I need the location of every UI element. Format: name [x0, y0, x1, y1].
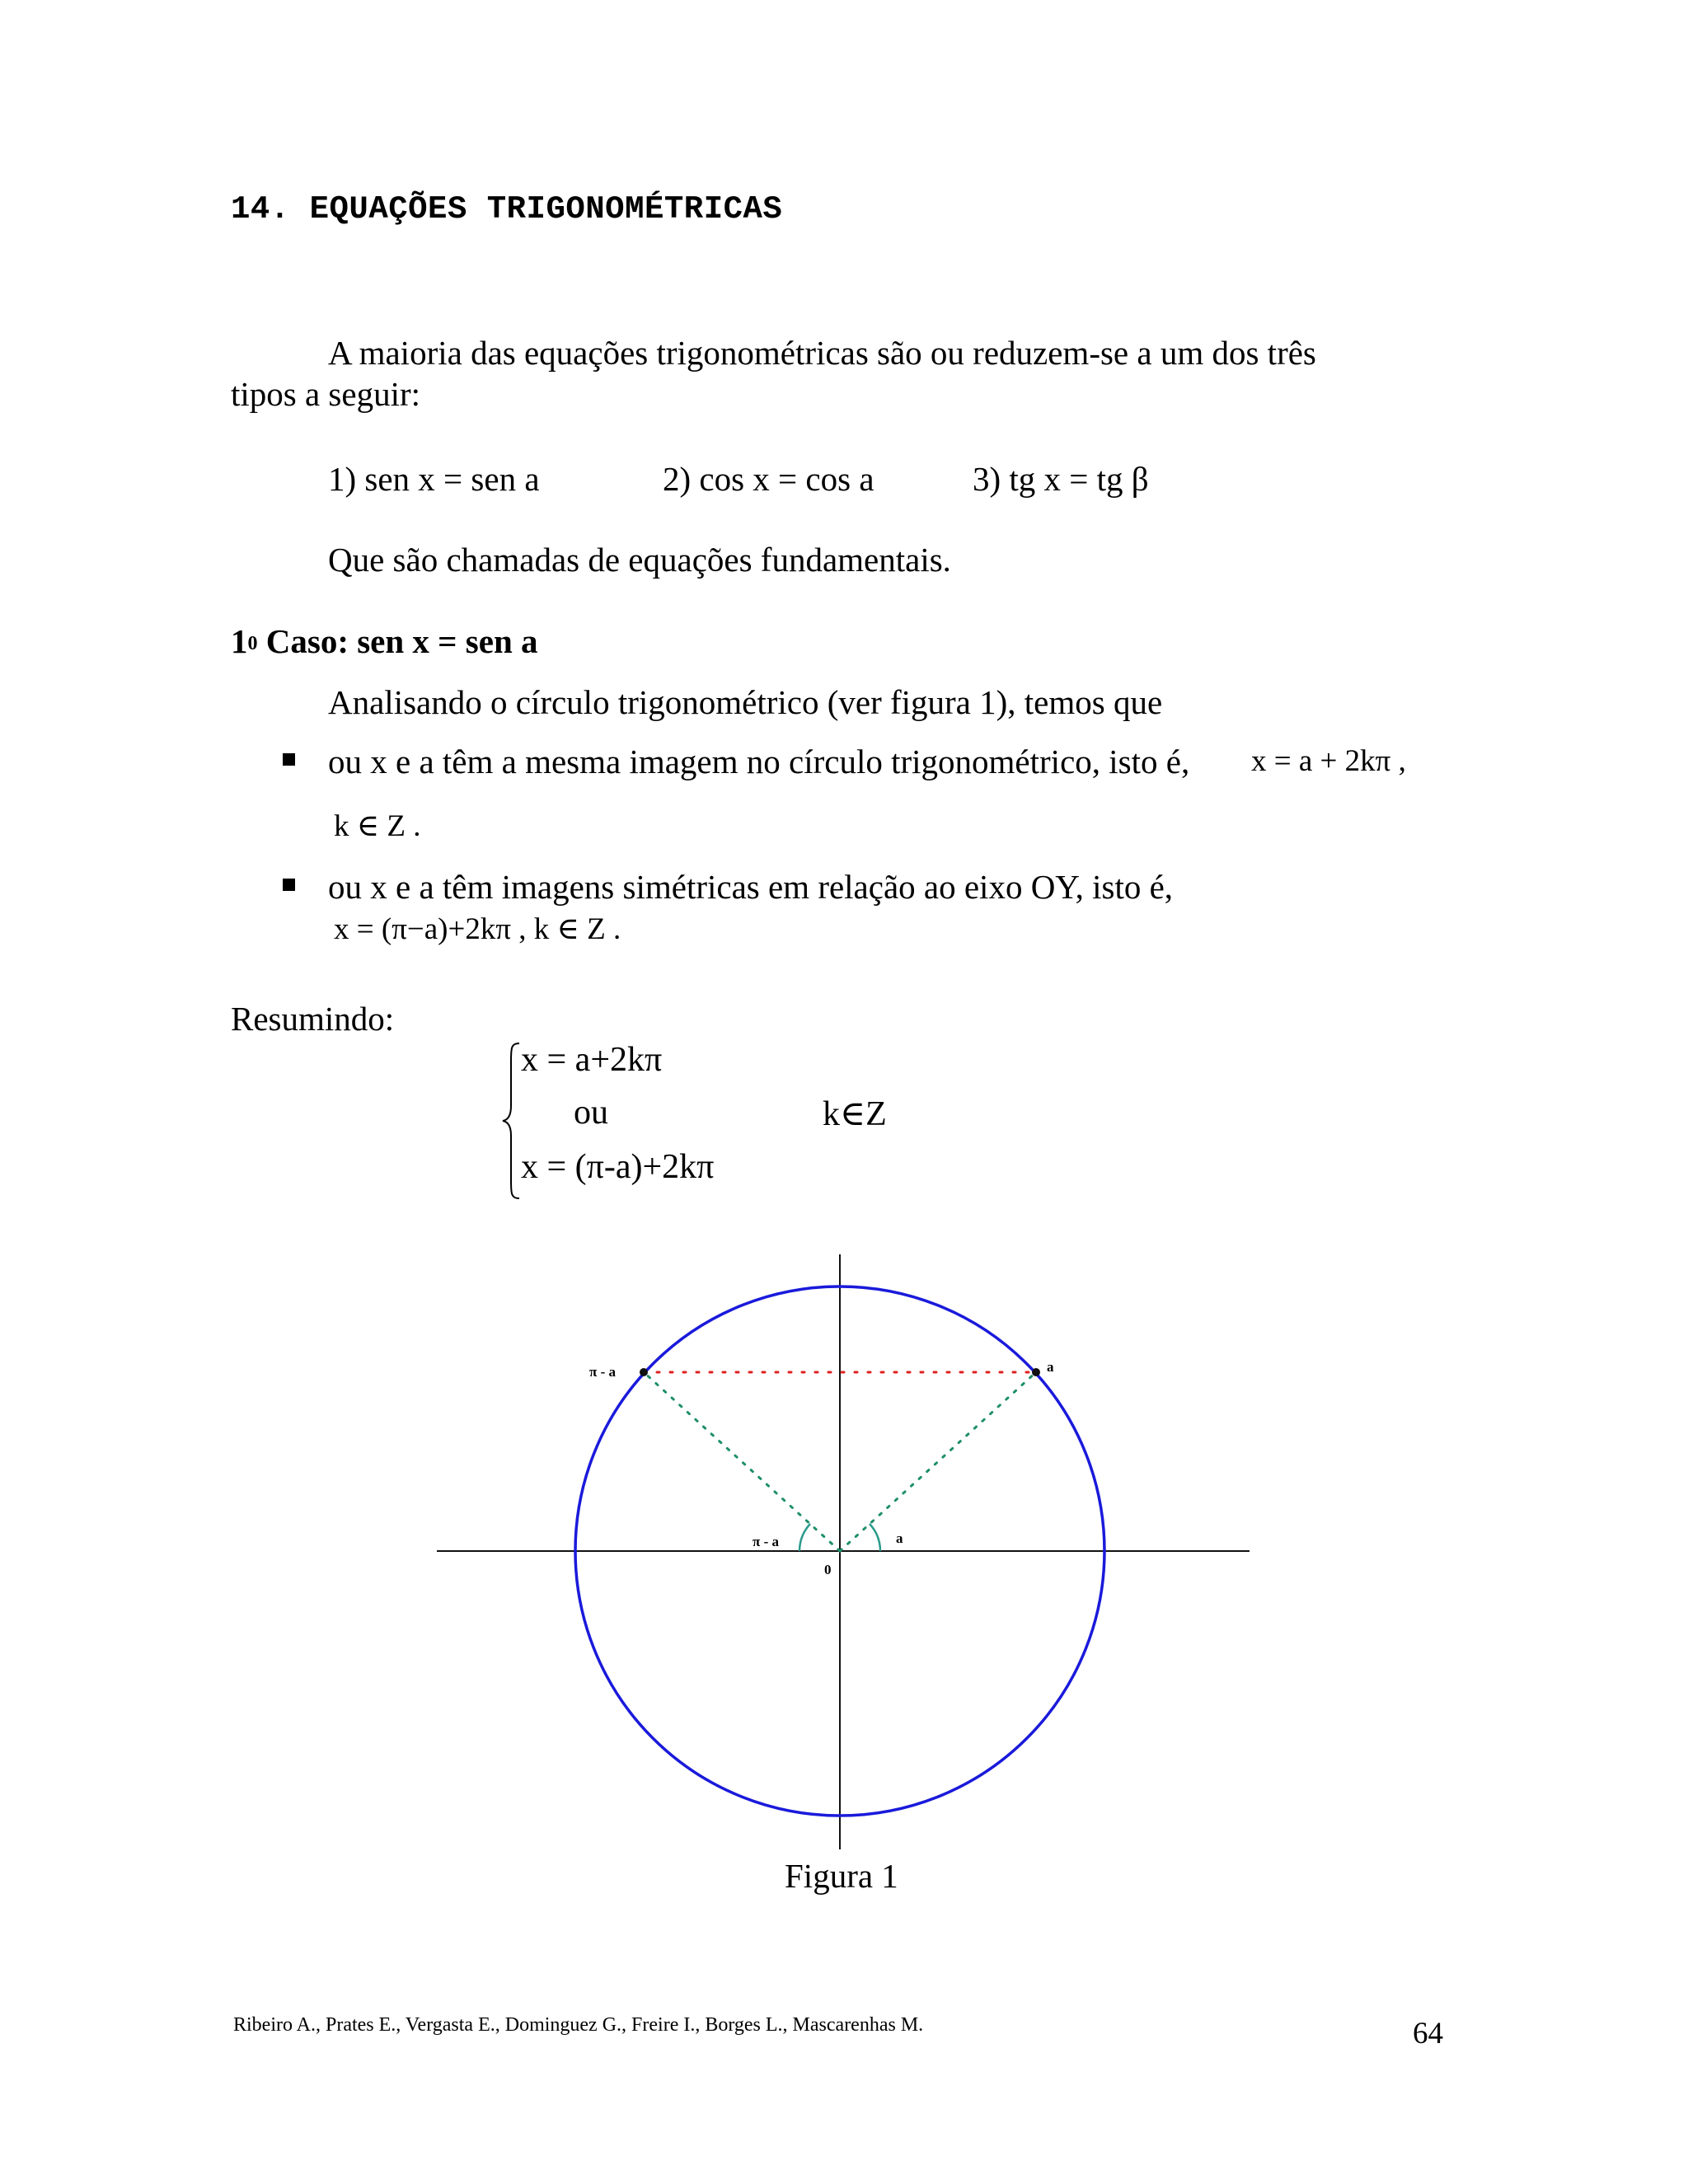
intro-line-2: tipos a seguir: [231, 375, 421, 413]
type-1: 1) sen x = sen a [328, 460, 540, 498]
label-angle-pi-minus-a: π - a [753, 1534, 779, 1549]
bullet-1-equation: x = a + 2kπ , [1251, 744, 1406, 778]
label-angle-a: a [896, 1530, 903, 1546]
footer-authors: Ribeiro A., Prates E., Vergasta E., Dominguez G., Freire I., Borges L., Mascarenhas M. [233, 2014, 924, 2036]
figure-caption: Figura 1 [785, 1857, 898, 1895]
case-title: Caso: sen x = sen a [257, 622, 538, 660]
bullet-2-equation: x = (π−a)+2kπ , k ∈ Z . [334, 912, 621, 946]
page-number: 64 [1413, 2017, 1443, 2050]
case-number: 1 [231, 622, 248, 660]
type-3: 3) tg x = tg β [973, 460, 1149, 498]
label-point-pi-minus-a: π - a [589, 1364, 616, 1380]
label-origin: 0 [824, 1562, 832, 1577]
summary-mid: ou [574, 1094, 608, 1132]
intro-line-1: A maioria das equações trigonométricas são ou reduzem-se a um dos três [328, 334, 1316, 372]
point-a [1032, 1368, 1040, 1376]
summary-line-1: x = a+2kπ [521, 1041, 663, 1079]
case-superscript: 0 [247, 633, 258, 654]
label-point-a: a [1047, 1359, 1054, 1375]
summary-line-2: x = (π-a)+2kπ [521, 1148, 715, 1186]
analysis-text: Analisando o círculo trigonométrico (ver figura 1), temos que [328, 683, 1163, 721]
point-pi-minus-a [640, 1368, 648, 1376]
fundamental-text: Que são chamadas de equações fundamentais. [328, 541, 951, 579]
summary-domain: k∈Z [823, 1095, 887, 1133]
bullet-1-text: ou x e a têm a mesma imagem no círculo trigonométrico, isto é, [328, 743, 1190, 780]
summary-label: Resumindo: [231, 1000, 395, 1038]
section-title: 14. EQUAÇÕES TRIGONOMÉTRICAS [231, 191, 783, 227]
bullet-2-text: ou x e a têm imagens simétricas em relação ao eixo OY, isto é, [328, 868, 1174, 906]
type-2: 2) cos x = cos a [663, 460, 874, 498]
bullet-1-continuation: k ∈ Z . [334, 809, 421, 843]
angle-arc-pi-minus-a [799, 1524, 810, 1551]
angle-arc-a [870, 1524, 880, 1551]
